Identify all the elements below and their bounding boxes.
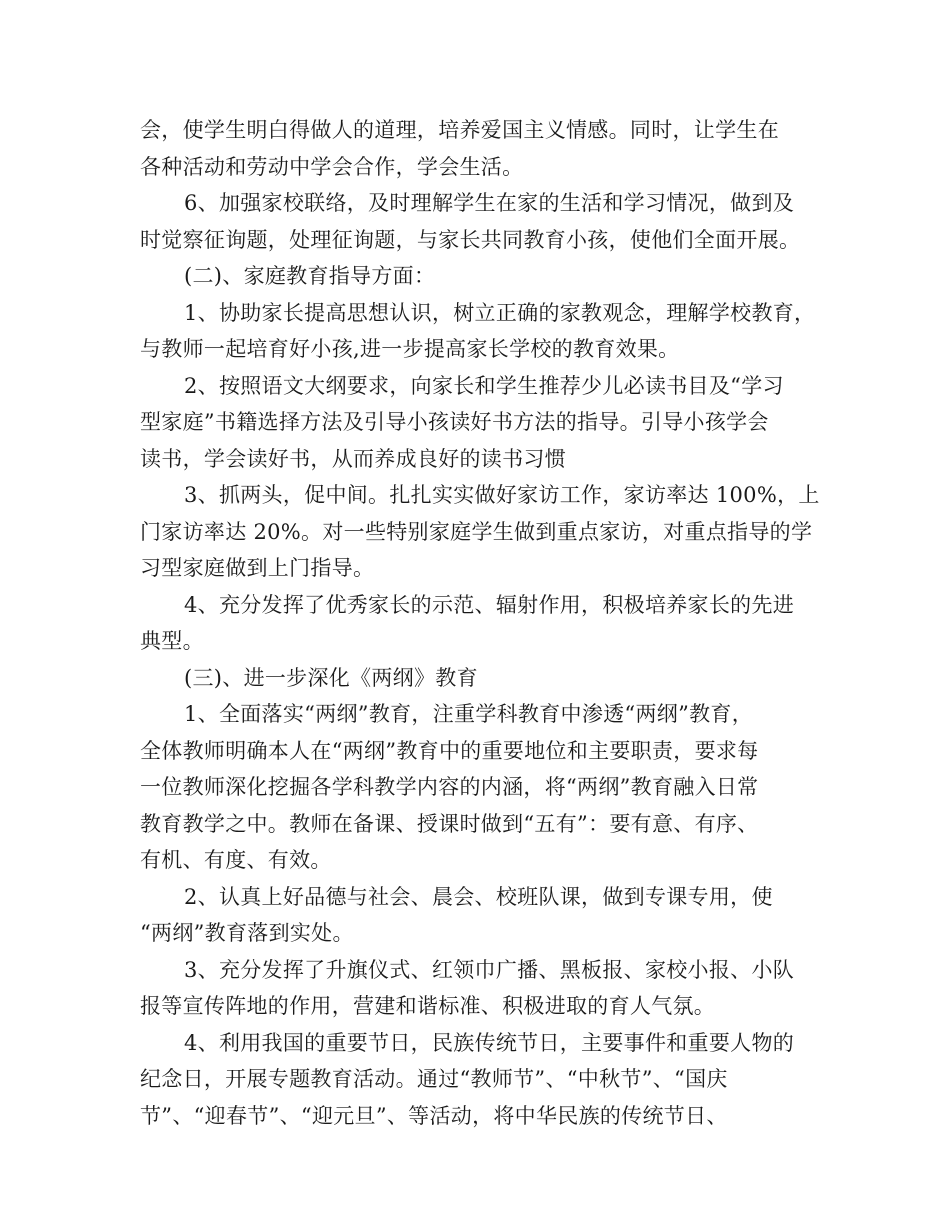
text-line: 6、加强家校联络，及时理解学生在家的生活和学习情况，做到及 <box>184 191 795 215</box>
text-line: “两纲”教育落到实处。 <box>140 921 354 945</box>
text-line: 有机、有度、有效。 <box>140 848 332 872</box>
text-line: 3、抓两头，促中间。扎扎实实做好家访工作，家访率达 100%，上 <box>184 483 820 507</box>
text-line: 2、按照语文大纲要求，向家长和学生推荐少儿必读书目及“学习 <box>184 373 784 398</box>
text-line: 2、认真上好品德与社会、晨会、校班队课，做到专课专用，使 <box>184 884 773 909</box>
text-line: 1、全面落实“两纲”教育，注重学科教育中渗透“两纲”教育， <box>184 702 754 726</box>
text-line: 纪念日，开展专题教育活动。通过“教师节”、“中秋节”、“国庆 <box>140 1067 728 1091</box>
text-line: 时觉察征询题，处理征询题，与家长共同教育小孩，使他们全面开展。 <box>140 227 801 252</box>
text-line: 4、利用我国的重要节日，民族传统节日，主要事件和重要人物的 <box>184 1030 795 1055</box>
text-line: 型家庭”书籍选择方法及引导小孩读好书方法的指导。引导小孩学会 <box>140 410 769 434</box>
text-line: 报等宣传阵地的作用，营建和谐标准、积极进取的育人气氛。 <box>140 994 716 1018</box>
text-line: 全体教师明确本人在“两纲”教育中的重要地位和主要职责，要求每 <box>140 738 759 763</box>
text-line: 典型。 <box>140 629 204 653</box>
text-line: 3、充分发挥了升旗仪式、红领巾广播、黑板报、家校小报、小队 <box>184 957 795 982</box>
text-line: 一位教师深化挖掘各学科教学内容的内涵，将“两纲”教育融入日常 <box>140 775 759 799</box>
section-heading: (三)、进一步深化《两纲》教育 <box>184 665 478 690</box>
text-line: 门家访率达 20%。对一些特别家庭学生做到重点家访，对重点指导的学 <box>140 519 813 544</box>
text-line: 4、充分发挥了优秀家长的示范、辐射作用，积极培养家长的先进 <box>184 592 795 617</box>
text-line: 读书，学会读好书，从而养成良好的读书习惯 <box>140 446 566 471</box>
text-line: 1、协助家长提高思想认识，树立正确的家教观念，理解学校教育， <box>184 300 816 325</box>
text-line: 教育教学之中。教师在备课、授课时做到“五有”：要有意、有序、 <box>140 811 759 836</box>
text-line: 会，使学生明白得做人的道理，培养爱国主义情感。同时，让学生在 <box>140 118 779 142</box>
text-line: 节”、“迎春节”、“迎元旦”、等活动，将中华民族的传统节日、 <box>140 1103 728 1128</box>
text-line: 与教师一起培育好小孩,进一步提高家长学校的教育效果。 <box>140 337 680 361</box>
text-line: 习型家庭做到上门指导。 <box>140 556 375 580</box>
document-body <box>140 112 840 1134</box>
section-heading: (二)、家庭教育指导方面： <box>184 264 436 288</box>
text-line: 各种活动和劳动中学会合作，学会生活。 <box>140 154 524 179</box>
